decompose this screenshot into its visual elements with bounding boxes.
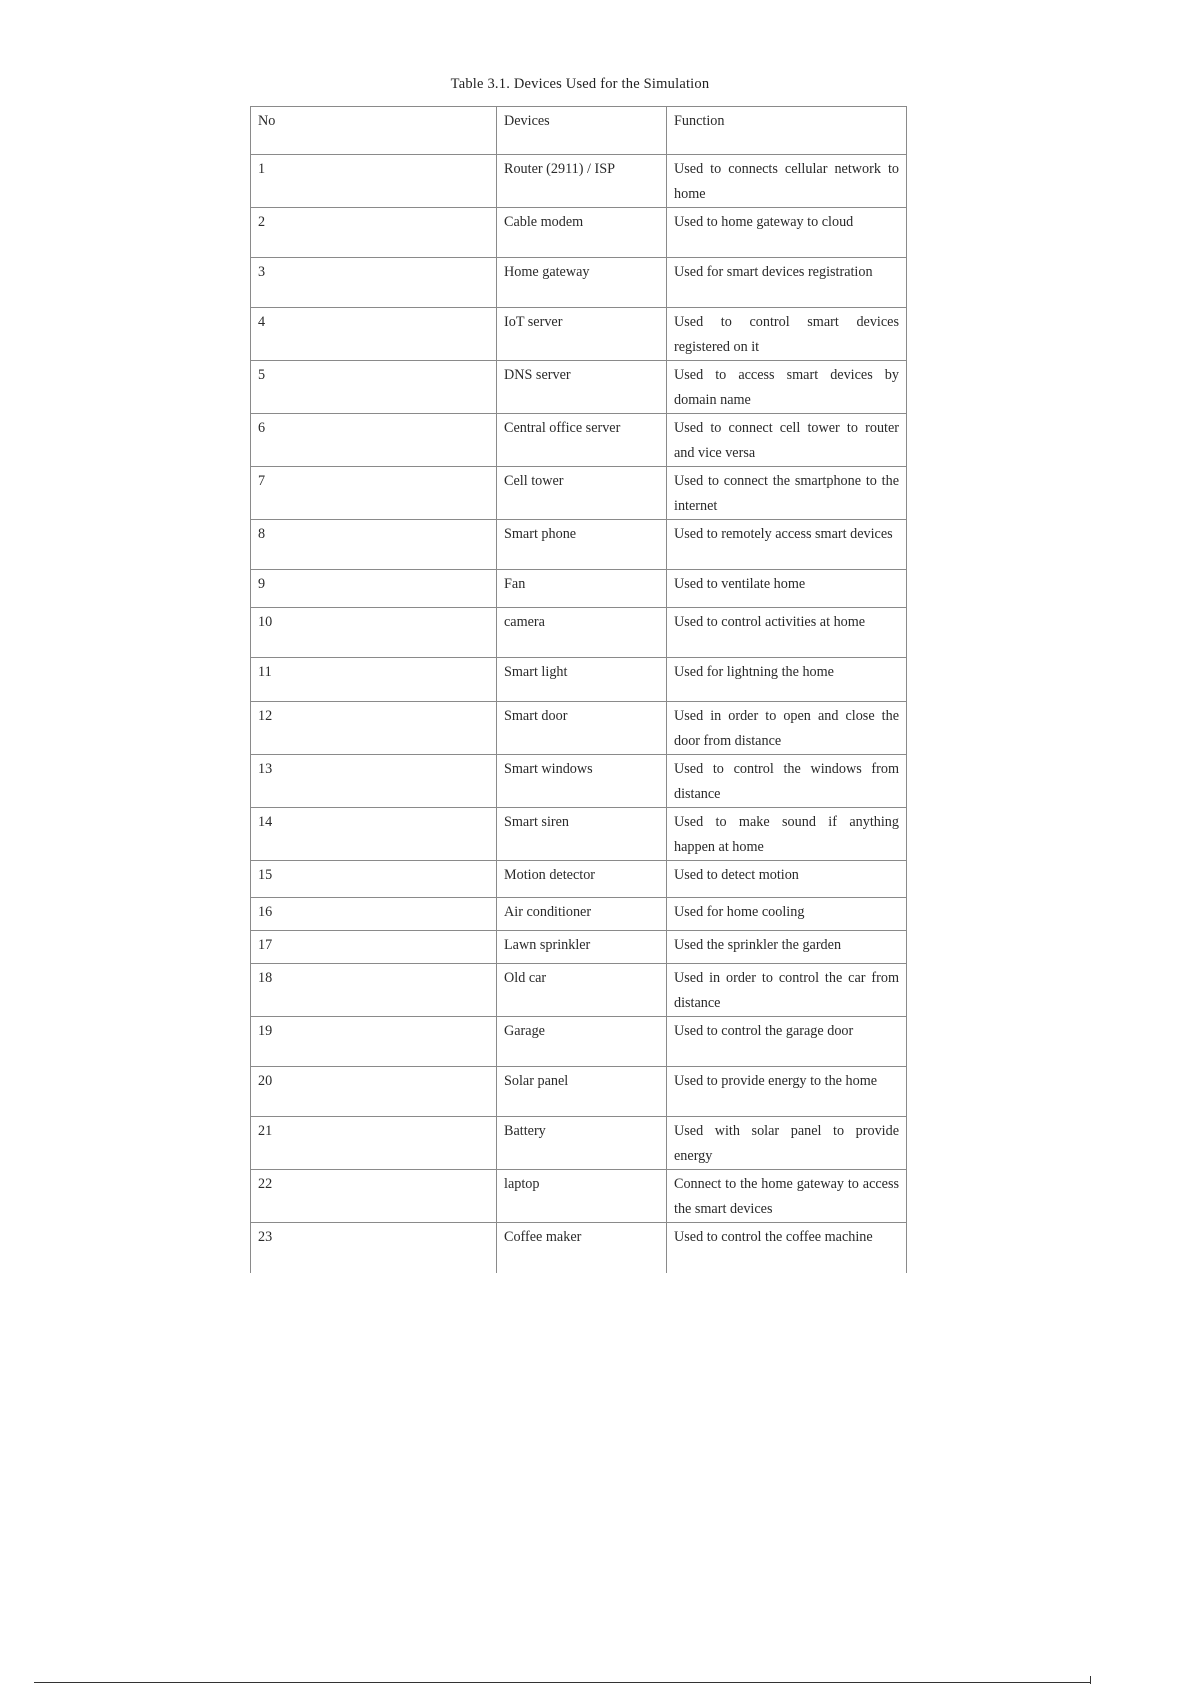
cell-no: 8 bbox=[251, 520, 497, 570]
table-row bbox=[251, 964, 907, 1017]
cell-no: 21 bbox=[251, 1117, 497, 1170]
table-row bbox=[251, 414, 907, 467]
cell-device: Fan bbox=[497, 570, 667, 608]
cell-no: 7 bbox=[251, 467, 497, 520]
table-row bbox=[251, 208, 907, 258]
table-row bbox=[251, 258, 907, 308]
table-row bbox=[251, 931, 907, 964]
cell-no: 23 bbox=[251, 1223, 497, 1273]
cell-device: Cell tower bbox=[497, 467, 667, 520]
cell-function: Used for smart devices registration bbox=[667, 258, 907, 308]
cell-function: Used in order to control the car from distance bbox=[667, 964, 907, 1017]
cell-function: Used in order to open and close the door from distance bbox=[667, 702, 907, 755]
cell-function: Used to make sound if anything happen at home bbox=[667, 808, 907, 861]
table-row bbox=[251, 467, 907, 520]
header-function: Function bbox=[667, 107, 907, 155]
cell-device: Smart door bbox=[497, 702, 667, 755]
table-row bbox=[251, 1170, 907, 1223]
cell-device: IoT server bbox=[497, 308, 667, 361]
cell-function: Used to connect the smartphone to the internet bbox=[667, 467, 907, 520]
cell-no: 4 bbox=[251, 308, 497, 361]
table-row bbox=[251, 570, 907, 608]
table-row bbox=[251, 1017, 907, 1067]
header-no: No bbox=[251, 107, 497, 155]
cell-no: 17 bbox=[251, 931, 497, 964]
cell-device: camera bbox=[497, 608, 667, 658]
table-row bbox=[251, 808, 907, 861]
cell-no: 12 bbox=[251, 702, 497, 755]
cell-no: 16 bbox=[251, 898, 497, 931]
cell-function: Used to connect cell tower to router and vice versa bbox=[667, 414, 907, 467]
cell-function: Used to ventilate home bbox=[667, 570, 907, 608]
header-devices: Devices bbox=[497, 107, 667, 155]
cell-no: 2 bbox=[251, 208, 497, 258]
table-row bbox=[251, 755, 907, 808]
page-bottom-tick bbox=[1090, 1676, 1091, 1684]
cell-device: Home gateway bbox=[497, 258, 667, 308]
cell-no: 18 bbox=[251, 964, 497, 1017]
table-row bbox=[251, 361, 907, 414]
cell-device: Old car bbox=[497, 964, 667, 1017]
cell-device: Smart windows bbox=[497, 755, 667, 808]
cell-no: 19 bbox=[251, 1017, 497, 1067]
cell-no: 1 bbox=[251, 155, 497, 208]
cell-device: Solar panel bbox=[497, 1067, 667, 1117]
table-row bbox=[251, 898, 907, 931]
devices-table bbox=[250, 106, 907, 1273]
cell-device: Smart phone bbox=[497, 520, 667, 570]
cell-function: Used to control the windows from distance bbox=[667, 755, 907, 808]
cell-no: 15 bbox=[251, 861, 497, 898]
cell-function: Used the sprinkler the garden bbox=[667, 931, 907, 964]
table-row bbox=[251, 520, 907, 570]
cell-device: Router (2911) / ISP bbox=[497, 155, 667, 208]
cell-no: 9 bbox=[251, 570, 497, 608]
cell-device: laptop bbox=[497, 1170, 667, 1223]
devices-table-container bbox=[250, 106, 906, 1273]
cell-function: Used to detect motion bbox=[667, 861, 907, 898]
cell-function: Used to control the coffee machine bbox=[667, 1223, 907, 1273]
cell-function: Used for home cooling bbox=[667, 898, 907, 931]
cell-function: Used with solar panel to provide energy bbox=[667, 1117, 907, 1170]
cell-no: 14 bbox=[251, 808, 497, 861]
cell-device: Garage bbox=[497, 1017, 667, 1067]
table-row bbox=[251, 155, 907, 208]
table-row bbox=[251, 861, 907, 898]
cell-no: 3 bbox=[251, 258, 497, 308]
table-row bbox=[251, 1067, 907, 1117]
cell-device: Air conditioner bbox=[497, 898, 667, 931]
table-row bbox=[251, 1223, 907, 1273]
cell-function: Connect to the home gateway to access the smart devices bbox=[667, 1170, 907, 1223]
cell-device: Coffee maker bbox=[497, 1223, 667, 1273]
table-row bbox=[251, 1117, 907, 1170]
cell-no: 6 bbox=[251, 414, 497, 467]
table-row bbox=[251, 308, 907, 361]
cell-function: Used to control the garage door bbox=[667, 1017, 907, 1067]
cell-function: Used to control smart devices registered on it bbox=[667, 308, 907, 361]
cell-device: DNS server bbox=[497, 361, 667, 414]
cell-device: Cable modem bbox=[497, 208, 667, 258]
cell-function: Used to remotely access smart devices bbox=[667, 520, 907, 570]
cell-function: Used to home gateway to cloud bbox=[667, 208, 907, 258]
cell-device: Battery bbox=[497, 1117, 667, 1170]
cell-no: 20 bbox=[251, 1067, 497, 1117]
cell-function: Used to connects cellular network to home bbox=[667, 155, 907, 208]
cell-no: 22 bbox=[251, 1170, 497, 1223]
cell-function: Used to provide energy to the home bbox=[667, 1067, 907, 1117]
cell-device: Motion detector bbox=[497, 861, 667, 898]
cell-no: 11 bbox=[251, 658, 497, 702]
table-row bbox=[251, 608, 907, 658]
cell-device: Smart light bbox=[497, 658, 667, 702]
cell-device: Lawn sprinkler bbox=[497, 931, 667, 964]
cell-no: 10 bbox=[251, 608, 497, 658]
table-row bbox=[251, 658, 907, 702]
cell-function: Used to access smart devices by domain name bbox=[667, 361, 907, 414]
cell-device: Smart siren bbox=[497, 808, 667, 861]
page-bottom-rule bbox=[34, 1682, 1090, 1683]
table-row bbox=[251, 702, 907, 755]
table-caption: Table 3.1. Devices Used for the Simulation bbox=[450, 76, 710, 92]
cell-device: Central office server bbox=[497, 414, 667, 467]
table-header-row bbox=[251, 107, 907, 155]
cell-function: Used for lightning the home bbox=[667, 658, 907, 702]
cell-no: 5 bbox=[251, 361, 497, 414]
cell-no: 13 bbox=[251, 755, 497, 808]
cell-function: Used to control activities at home bbox=[667, 608, 907, 658]
